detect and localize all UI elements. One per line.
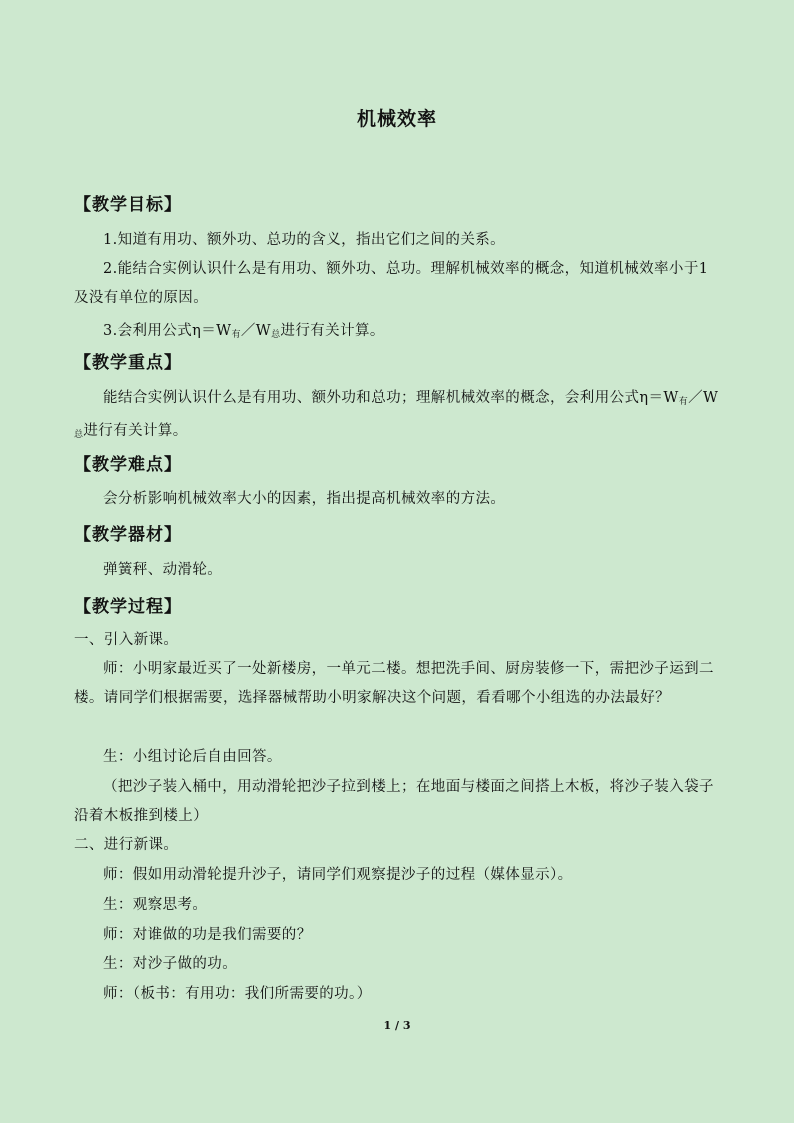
process-paragraph-8: 师：（板书：有用功：我们所需要的功。） — [103, 986, 372, 1002]
formula-suffix: 进行有关计算。 — [280, 323, 385, 339]
objective-item-1: 1.知道有用功、额外功、总功的含义，指出它们之间的关系。 — [103, 232, 506, 248]
key-formula-mid: ／W — [688, 390, 719, 406]
formula-mid: ／W — [240, 323, 272, 339]
process-heading: 【教学过程】 — [74, 597, 182, 617]
difficulties-text: 会分析影响机械效率大小的因素，指出提高机械效率的方法。 — [103, 491, 506, 507]
process-part-2: 二、进行新课。 — [74, 837, 179, 853]
formula-subscript-useful: 有 — [231, 330, 241, 340]
formula-prefix: 3.会利用公式η＝W — [103, 323, 232, 339]
key-points-heading: 【教学重点】 — [74, 353, 182, 373]
key-points-text — [74, 384, 722, 450]
process-paragraph-3: （把沙子装入桶中，用动滑轮把沙子拉到楼上；在地面与楼面之间搭上木板，将沙子装入袋子沿着木板推到楼上） — [74, 779, 714, 824]
document-title: 机械效率 — [356, 108, 437, 130]
objective-item-2: 2.能结合实例认识什么是有用功、额外功、总功。理解机械效率的概念，知道机械效率小于1及没有单位的原因。 — [74, 261, 709, 306]
process-paragraph-6: 师：对谁做的功是我们需要的？ — [103, 927, 312, 943]
process-paragraph-1: 师：小明家最近买了一处新楼房，一单元二楼。想把洗手间、厨房装修一下，需把沙子运到二楼。请同学们根据需要，选择器械帮助小明家解决这个问题，看看哪个小组选的办法最好？ — [74, 661, 714, 706]
formula-subscript-total: 总 — [271, 330, 281, 340]
objective-item-3 — [103, 319, 385, 340]
process-paragraph-7: 生：对沙子做的功。 — [103, 956, 238, 972]
equipment-heading: 【教学器材】 — [74, 525, 182, 545]
process-paragraph-2: 生：小组讨论后自由回答。 — [103, 749, 282, 765]
process-part-1: 一、引入新课。 — [74, 632, 179, 648]
equipment-text: 弹簧秤、动滑轮。 — [103, 562, 223, 578]
page-number: 1 / 3 — [383, 1019, 411, 1032]
process-paragraph-5: 生：观察思考。 — [103, 897, 208, 913]
process-paragraph-4: 师：假如用动滑轮提升沙子，请同学们观察提沙子的过程（媒体显示）。 — [103, 867, 573, 883]
key-formula-subscript-useful: 有 — [678, 397, 689, 407]
objectives-heading: 【教学目标】 — [74, 195, 182, 215]
key-formula-subscript-total: 总 — [74, 430, 84, 440]
difficulties-heading: 【教学难点】 — [74, 455, 182, 475]
key-points-text-prefix: 能结合实例认识什么是有用功、额外功和总功；理解机械效率的概念，会利用公式η＝W — [103, 390, 679, 406]
key-points-text-suffix: 进行有关计算。 — [83, 423, 188, 439]
